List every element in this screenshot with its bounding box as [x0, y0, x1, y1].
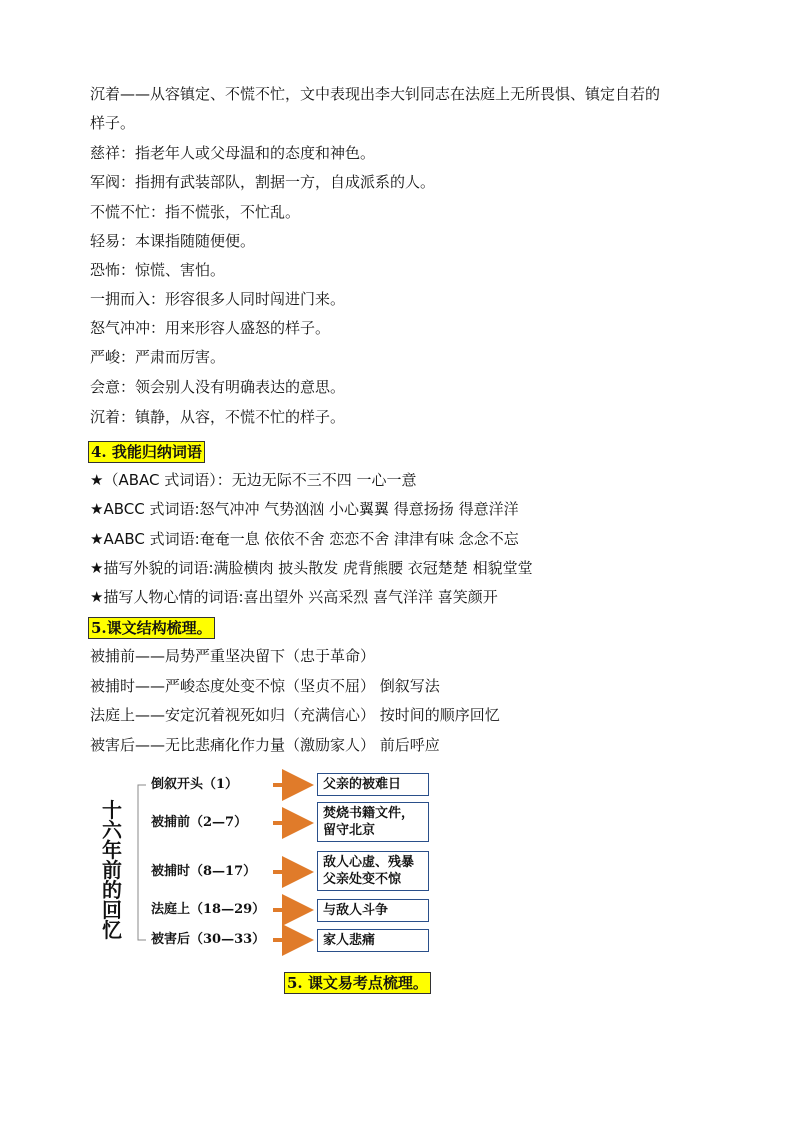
definition-line: 怒气冲冲：用来形容人盛怒的样子。	[90, 319, 331, 337]
box-text: 焚烧书籍文件，	[323, 806, 415, 821]
brace-line	[138, 785, 146, 940]
definition-line: 会意：领会别人没有明确表达的意思。	[90, 378, 346, 396]
diagram-box	[317, 929, 429, 952]
word-group-line: ★AABC 式词语:奄奄一息 依依不舍 恋恋不舍 津津有味 念念不忘	[90, 530, 519, 548]
box-text: 家人悲痛	[323, 933, 376, 948]
structure-line: 被捕时——严峻态度处变不惊（坚贞不屈） 倒叙写法	[90, 677, 440, 695]
diagram-row-label: 法庭上（18—29）	[151, 902, 266, 917]
diagram-row-label: 被捕前（2—7）	[151, 815, 248, 830]
definition-line: 样子。	[90, 114, 136, 132]
diagram-row-label: 被捕时（8—17）	[151, 864, 257, 879]
title-char: 回	[102, 898, 122, 922]
diagram-box	[317, 773, 429, 796]
title-char: 前	[102, 858, 122, 882]
title-char: 的	[102, 878, 122, 902]
title-char: 六	[102, 818, 122, 842]
definition-line: 严峻：严肃而厉害。	[90, 348, 226, 366]
word-group-line: ★ABCC 式词语:怒气冲冲 气势汹汹 小心翼翼 得意扬扬 得意洋洋	[90, 500, 519, 518]
definition-line: 沉着——从容镇定、不慌不忙，文中表现出李大钊同志在法庭上无所畏惧、镇定自若的	[90, 85, 661, 103]
section-heading-exam-points: 5. 课文易考点梳理。	[284, 972, 431, 994]
word-group-line: ★描写外貌的词语:满脸横肉 披头散发 虎背熊腰 衣冠楚楚 相貌堂堂	[90, 559, 533, 577]
word-group-line: ★描写人物心情的词语:喜出望外 兴高采烈 喜气洋洋 喜笑颜开	[90, 588, 498, 606]
box-text: 敌人心虚、残暴	[323, 855, 415, 870]
diagram-row-label: 倒叙开头（1）	[151, 777, 239, 792]
title-char: 忆	[102, 918, 122, 942]
diagram-title	[98, 800, 126, 940]
structure-line: 被害后——无比悲痛化作力量（激励家人） 前后呼应	[90, 736, 440, 754]
box-text: 父亲的被难日	[323, 777, 402, 792]
definition-line: 慈祥：指老年人或父母温和的态度和神色。	[90, 144, 376, 162]
diagram-box	[317, 802, 429, 842]
structure-line: 被捕前——局势严重坚决留下（忠于革命）	[90, 647, 376, 665]
diagram-box	[317, 899, 429, 922]
box-text: 与敌人斗争	[323, 903, 389, 918]
title-char: 年	[102, 838, 122, 862]
section-heading-5: 5.课文结构梳理。	[88, 617, 215, 639]
section-heading-4: 4. 我能归纳词语	[88, 441, 205, 463]
word-group-line: ★（ABAC 式词语）：无边无际不三不四 一心一意	[90, 471, 417, 489]
diagram-box	[317, 851, 429, 891]
box-text: 留守北京	[323, 823, 376, 838]
title-char: 十	[102, 798, 122, 822]
definition-line: 恐怖：惊慌、害怕。	[90, 261, 226, 279]
definition-line: 不慌不忙：指不慌张，不忙乱。	[90, 203, 301, 221]
structure-line: 法庭上——安定沉着视死如归（充满信心） 按时间的顺序回忆	[90, 706, 500, 724]
definition-line: 沉着：镇静，从容，不慌不忙的样子。	[90, 408, 346, 426]
diagram-row-label: 被害后（30—33）	[151, 932, 266, 947]
definition-line: 一拥而入：形容很多人同时闯进门来。	[90, 290, 346, 308]
definition-line: 军阀：指拥有武装部队，割据一方，自成派系的人。	[90, 173, 436, 191]
box-text: 父亲处变不惊	[323, 872, 402, 887]
definition-line: 轻易：本课指随随便便。	[90, 232, 256, 250]
